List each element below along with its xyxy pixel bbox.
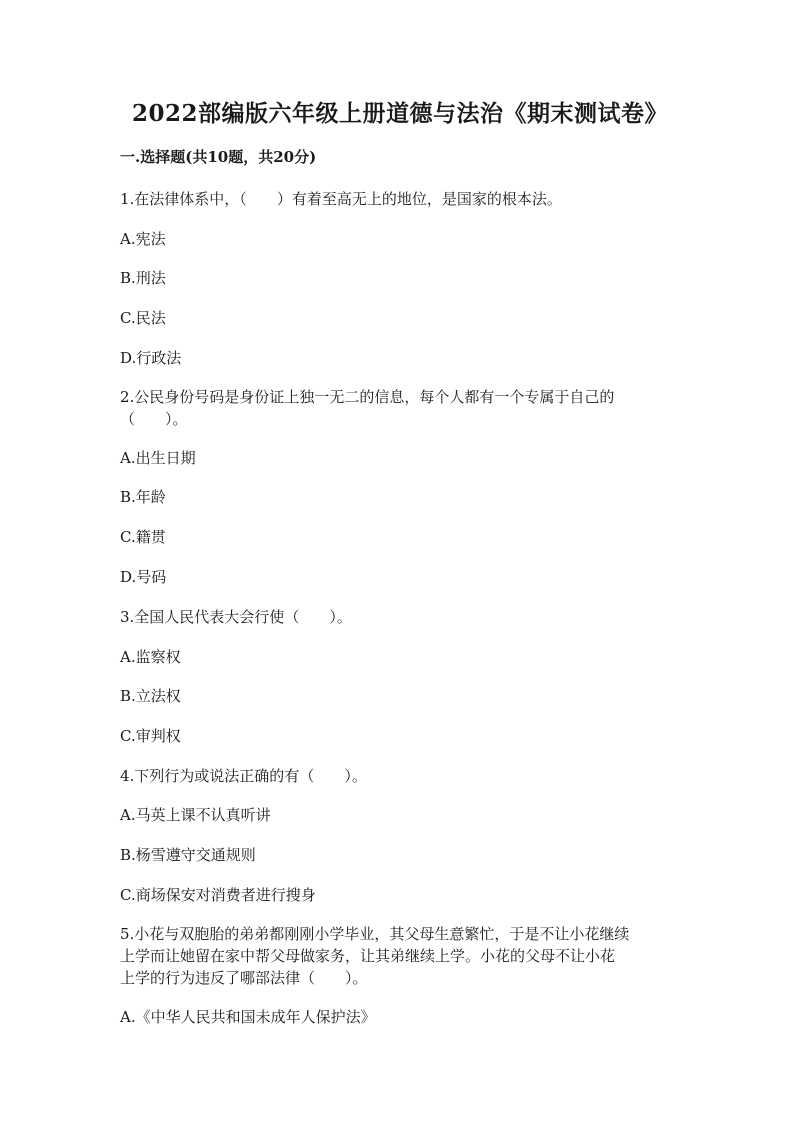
question-1-option-a: A.宪法 [120, 230, 166, 248]
question-3-option-a: A.监察权 [120, 648, 181, 666]
question-4-option-c: C.商场保安对消费者进行搜身 [120, 886, 316, 904]
question-2-option-a: A.出生日期 [120, 449, 196, 467]
question-2-option-c: C.籍贯 [120, 528, 166, 546]
question-3-option-c: C.审判权 [120, 727, 181, 745]
question-5-stem-line-1: 5.小花与双胞胎的弟弟都刚刚小学毕业，其父母生意繁忙，于是不让小花继续 [120, 925, 630, 943]
question-1-option-d: D.行政法 [120, 349, 182, 367]
question-4-option-a: A.马英上课不认真听讲 [120, 806, 271, 824]
question-1-option-b: B.刑法 [120, 269, 166, 287]
question-2-stem-line-2: （ ）。 [120, 410, 188, 428]
question-3-option-b: B.立法权 [120, 687, 181, 705]
question-4-option-b: B.杨雪遵守交通规则 [120, 846, 256, 864]
question-1-option-c: C.民法 [120, 309, 166, 327]
question-2-option-b: B.年龄 [120, 488, 166, 506]
question-5-option-a: A.《中华人民共和国未成年人保护法》 [120, 1008, 376, 1026]
document-title: 2022部编版六年级上册道德与法治《期末测试卷》 [131, 100, 668, 127]
question-5-stem-line-3: 上学的行为违反了哪部法律（ ）。 [120, 969, 368, 987]
question-2-stem-line-1: 2.公民身份号码是身份证上独一无二的信息，每个人都有一个专属于自己的 [120, 388, 615, 406]
question-5-stem-line-2: 上学而让她留在家中帮父母做家务，让其弟继续上学。小花的父母不让小花 [120, 947, 616, 965]
question-2-option-d: D.号码 [120, 568, 167, 586]
question-4-stem: 4.下列行为或说法正确的有（ ）。 [120, 767, 367, 785]
question-3-stem: 3.全国人民代表大会行使（ ）。 [120, 608, 352, 626]
question-1-stem: 1.在法律体系中，（ ）有着至高无上的地位，是国家的根本法。 [120, 190, 562, 208]
section-heading: 一.选择题(共10题，共20分) [120, 148, 317, 166]
